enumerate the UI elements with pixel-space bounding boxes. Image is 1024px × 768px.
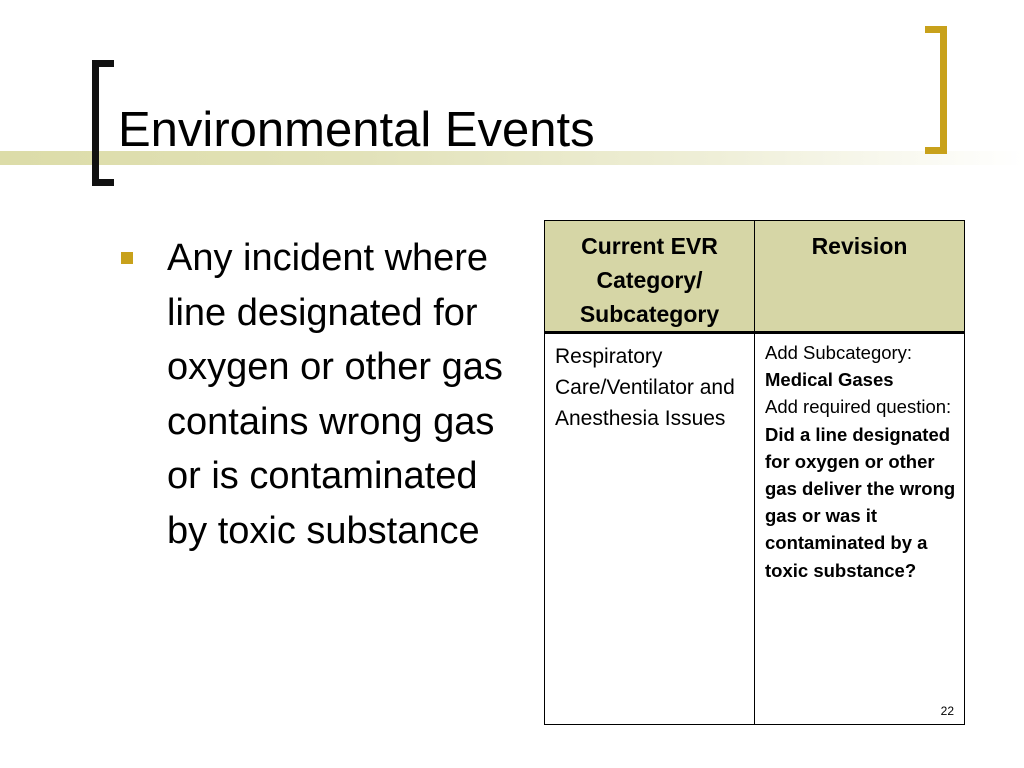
table-row <box>545 333 965 725</box>
slide-number: 22 <box>940 704 954 718</box>
header-revision: Revision <box>755 221 965 333</box>
revision-add-subcategory-text: Add Subcategory: <box>765 342 913 363</box>
revision-question-text: Did a line designated for oxygen or other gas deliver the wrong gas or was it contaminated by a toxic substance? <box>765 423 956 581</box>
square-bullet-icon <box>121 252 133 264</box>
revision-subcategory-name: Medical Gases <box>765 369 894 391</box>
table-header-row <box>545 221 965 333</box>
header-current-evr-category: Current EVR Category/ Subcategory <box>545 221 755 333</box>
left-bracket-decoration <box>92 60 114 186</box>
revision-cell <box>755 333 965 725</box>
bullet-point-text: Any incident where line designated for oxygen or other gas contains wrong gas or is contaminated by toxic substance <box>167 237 503 552</box>
right-bracket-decoration <box>925 26 947 154</box>
evr-revision-table <box>544 220 965 725</box>
category-cell: Respiratory Care/Ventilator and Anesthesia Issues <box>545 333 755 725</box>
slide-title: Environmental Events <box>118 103 595 157</box>
revision-add-question-text: Add required question: <box>765 396 952 418</box>
